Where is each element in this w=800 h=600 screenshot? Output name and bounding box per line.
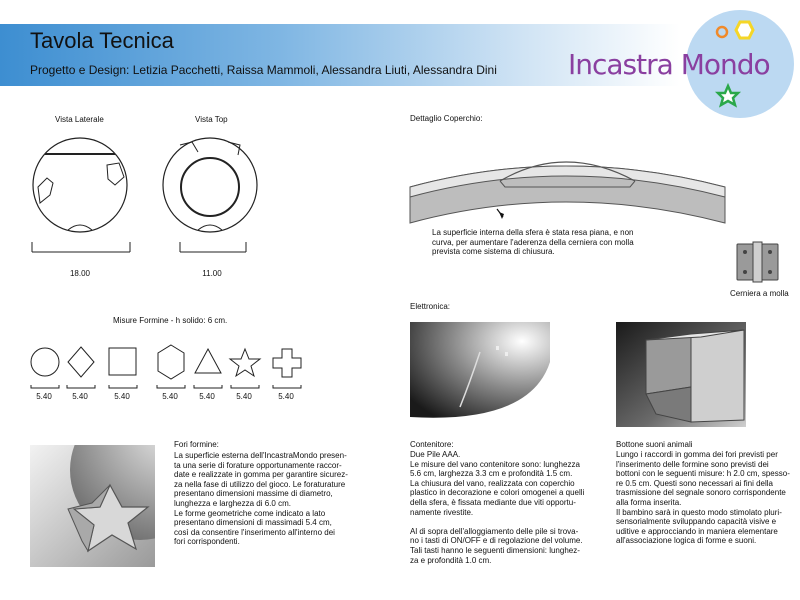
top-view-dimension [180, 242, 246, 252]
logo-text: Incastra Mondo [568, 48, 770, 81]
shape-triangle-icon [195, 349, 221, 373]
views-drawing [20, 125, 280, 285]
page-title: Tavola Tecnica [30, 28, 174, 53]
shape-size-circle: 5.40 [36, 392, 52, 401]
fori-text: La superficie esterna dell'IncastraMondo presen- ta una serie di forature opportunamente raccor- date e realizzate in gomma per garantire sicurez- za nella fase di utilizzo del gioco. Le foraturature presentano dimensioni massime di diametro, lunghezza e larghezza di 6.0 cm. Le forme geometriche come indicato a lato presentano dimensioni di massimadi 5.4 cm, così da consentire l'inserimento all'interno dei fori corrispondenti. [174, 451, 348, 547]
logo-ring-icon [717, 27, 727, 37]
bottone-title: Bottone suoni animali [616, 440, 693, 449]
contenitore-text: Due Pile AAA. Le misure del vano contenitore sono: lunghezza 5.6 cm, larghezza 3.3 cm e profondità 1.5 cm. La chiusura del vano, realizzata con coperchio plastico in decorazione e colori omogenei a quelli della sfera, è fissata mediante due viti opportu- namente rivestite. Al di sopra dell'alloggiamento delle pile si trova- no i tasti di ON/OFF e di regolazione del volume. Tali tasti hanno le seguenti dimensioni: lunghez- za e profondità 1.0 cm. [410, 450, 585, 565]
side-view-dimension-value: 18.00 [69, 269, 91, 278]
elettronica-render-image [410, 322, 550, 424]
bottone-text: Lungo i raccordi in gomma dei fori previsti per l'inserimento delle formine sono previsti dei bottoni con le seguenti misure: h 2.0 cm, spesso- re 0.5 cm. Questi sono necessari ai fini della trasmissione del segnale sonoro corrispondente alla forma inserita. Il bambino sarà in questo modo stimolato pluri- sensorialmente sviluppando capacità visive e uditive e approcciando in maniera elementare all'associazione logica di forme e suoni. [616, 450, 790, 546]
shape-size-square: 5.40 [114, 392, 130, 401]
top-view-dimension-value: 11.00 [202, 269, 222, 278]
contenitore-title: Contenitore: [410, 440, 454, 449]
shape-dimension-lines [31, 385, 301, 388]
coperchio-text: La superficie interna della sfera è stata resa piana, e non curva, per aumentare l'aderenza della cerniera con molla prevista come sistema di chiusura. [432, 228, 634, 257]
side-view-sphere [33, 138, 127, 232]
shape-size-cross: 5.40 [278, 392, 294, 401]
elettronica-title: Elettronica: [410, 302, 451, 311]
shape-size-triangle: 5.40 [199, 392, 215, 401]
shape-circle-icon [31, 348, 59, 376]
side-view-dimension [32, 242, 130, 252]
shape-diamond-icon [68, 347, 94, 377]
shape-size-star: 5.40 [236, 392, 252, 401]
logo-hexagon-icon [736, 22, 753, 38]
shape-size-hexagon: 5.40 [162, 392, 178, 401]
shape-square-icon [109, 348, 136, 375]
shape-cross-icon [273, 349, 301, 377]
logo-star-icon [718, 86, 738, 105]
coperchio-drawing [405, 135, 730, 235]
shapes-title: Misure Formine - h solido: 6 cm. [113, 316, 228, 325]
shapes-drawing [20, 335, 320, 395]
shape-star-icon [230, 349, 260, 376]
hinge-label: Cerniera a molla [730, 289, 789, 298]
shape-hexagon-icon [158, 345, 184, 379]
page-subtitle: Progetto e Design: Letizia Pacchetti, Raissa Mammoli, Alessandra Liuti, Alessandra Dini [30, 63, 497, 77]
top-view-sphere [163, 138, 257, 232]
bottone-render-image [616, 322, 746, 427]
top-view-label: Vista Top [195, 115, 228, 124]
hinge-icon [735, 240, 780, 285]
shape-size-diamond: 5.40 [72, 392, 88, 401]
side-view-label: Vista Laterale [55, 115, 104, 124]
coperchio-title: Dettaglio Coperchio: [410, 114, 483, 123]
star-render-image [30, 445, 155, 567]
fori-title: Fori formine: [174, 440, 219, 449]
